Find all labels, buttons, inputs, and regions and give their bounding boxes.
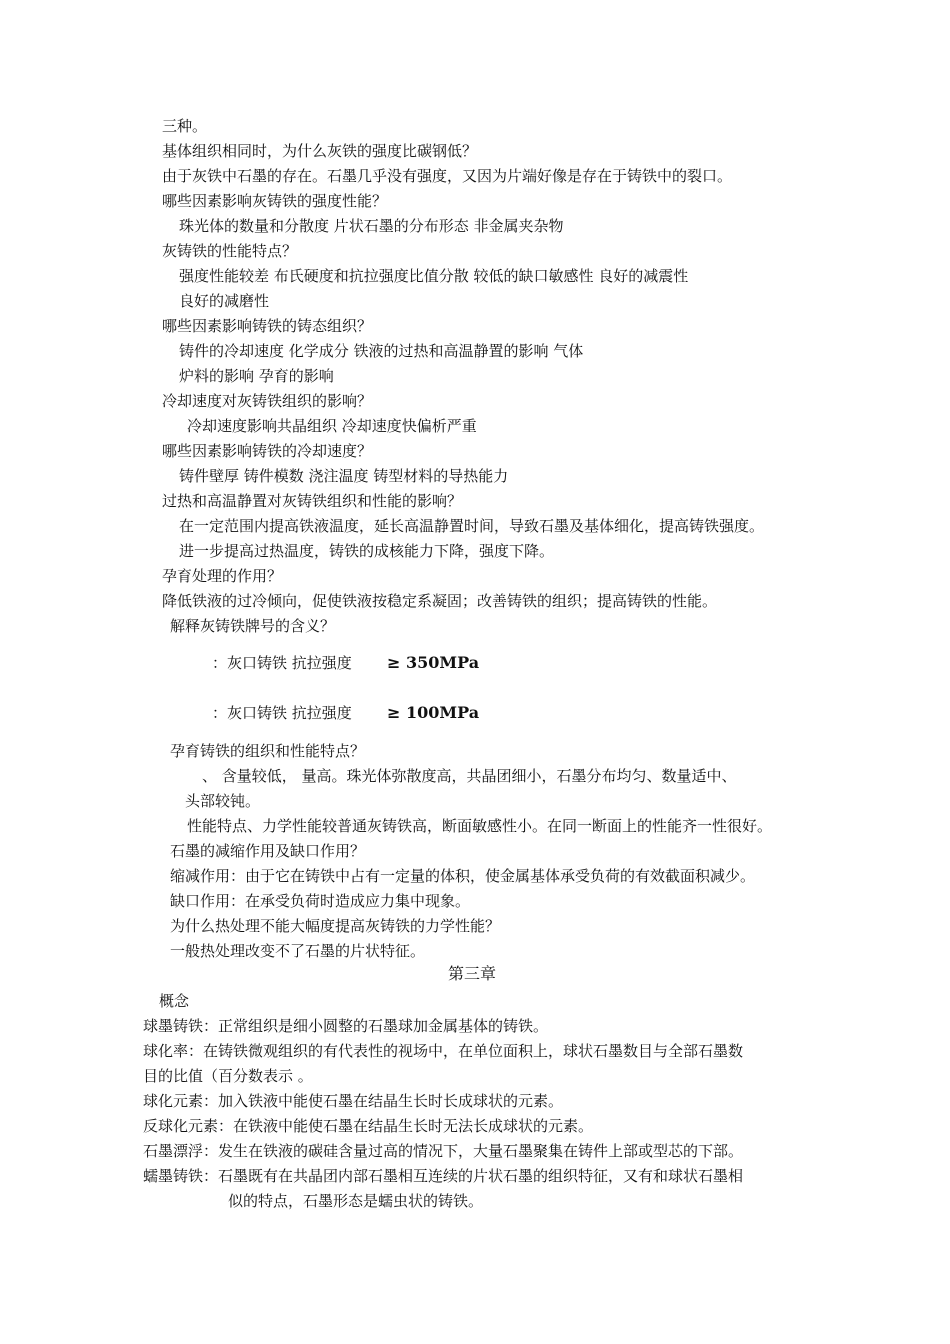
answer-line: 头部较钝。 (185, 792, 261, 810)
question-line: 灰铸铁的性能特点？ (162, 242, 298, 260)
definition-line: 似的特点，石墨形态是蠕虫状的铸铁。 (228, 1192, 484, 1210)
definition-line: 反球化元素：在铁液中能使石墨在结晶生长时无法长成球状的元素。 (143, 1117, 594, 1135)
question-line: 孕育铸铁的组织和性能特点？ (170, 742, 366, 760)
answer-line: 缩减作用：由于它在铸铁中占有一定量的体积，使金属基体承受负荷的有效截面积减少。 (170, 867, 756, 885)
definition-line: 球墨铸铁：正常组织是细小圆整的石墨球加金属基体的铸铁。 (143, 1017, 549, 1035)
question-line: 冷却速度对灰铸铁组织的影响？ (162, 392, 373, 410)
definition-line: 蠕墨铸铁：石墨既有在共晶团内部石墨相互连续的片状石墨的组织特征，又有和球状石墨相 (143, 1167, 744, 1185)
question-line: 哪些因素影响铸铁的冷却速度？ (162, 442, 373, 460)
answer-line: 一般热处理改变不了石墨的片状特征。 (170, 942, 426, 960)
answer-line: 性能特点、力学性能较普通灰铸铁高，断面敏感性小。在同一断面上的性能齐一性很好。 (187, 817, 773, 835)
answer-line: 降低铁液的过冷倾向，促使铁液按稳定系凝固；改善铸铁的组织；提高铸铁的性能。 (162, 592, 718, 610)
answer-line: 在一定范围内提高铁液温度，延长高温静置时间，导致石墨及基体细化，提高铸铁强度。 (179, 517, 765, 535)
question-line: 孕育处理的作用？ (162, 567, 283, 585)
answer-line: 铸件壁厚 铸件模数 浇注温度 铸型材料的导热能力 (179, 467, 509, 485)
grade-definition-line: ：灰口铸铁 抗拉强度 (212, 654, 352, 672)
chapter-heading: 第三章 (448, 964, 497, 983)
definition-line: 目的比值（百分数表示 。 (143, 1067, 313, 1085)
definition-line: 球化元素：加入铁液中能使石墨在结晶生长时长成球状的元素。 (143, 1092, 564, 1110)
answer-line: 铸件的冷却速度 化学成分 铁液的过热和高温静置的影响 气体 (179, 342, 584, 360)
question-line: 石墨的减缩作用及缺口作用？ (170, 842, 366, 860)
answer-line: 冷却速度影响共晶组织 冷却速度快偏析严重 (187, 417, 477, 435)
math-inequality: ≥ 350MPa (387, 653, 480, 672)
definition-line: 石墨漂浮：发生在铁液的碳硅含量过高的情况下，大量石墨聚集在铸件上部或型芯的下部。 (143, 1142, 744, 1160)
grade-definition-line: ：灰口铸铁 抗拉强度 (212, 704, 352, 722)
question-line: 基体组织相同时，为什么灰铁的强度比碳钢低？ (162, 142, 478, 160)
math-inequality: ≥ 100MPa (387, 703, 480, 722)
question-line: 为什么热处理不能大幅度提高灰铸铁的力学性能？ (170, 917, 501, 935)
answer-line: 进一步提高过热温度，铸铁的成核能力下降，强度下降。 (179, 542, 555, 560)
definition-line: 球化率：在铸铁微观组织的有代表性的视场中，在单位面积上，球状石墨数目与全部石墨数 (143, 1042, 744, 1060)
answer-line: 炉料的影响 孕育的影响 (179, 367, 334, 385)
section-heading: 概念 (159, 992, 190, 1010)
answer-line: 强度性能较差 布氏硬度和抗拉强度比值分散 较低的缺口敏感性 良好的减震性 (179, 267, 689, 285)
question-line: 哪些因素影响铸铁的铸态组织？ (162, 317, 373, 335)
question-line: 过热和高温静置对灰铸铁组织和性能的影响？ (162, 492, 463, 510)
answer-line: 、 含量较低， 量高。珠光体弥散度高，共晶团细小，石墨分布均匀、数量适中、 (202, 767, 737, 785)
question-line: 哪些因素影响灰铸铁的强度性能？ (162, 192, 388, 210)
answer-line: 珠光体的数量和分散度 片状石墨的分布形态 非金属夹杂物 (179, 217, 564, 235)
answer-line: 由于灰铁中石墨的存在。石墨几乎没有强度，又因为片端好像是存在于铸铁中的裂口。 (162, 167, 733, 185)
answer-line: 缺口作用：在承受负荷时造成应力集中现象。 (170, 892, 471, 910)
answer-line: 良好的减磨性 (179, 292, 270, 310)
text-line: 三种。 (162, 117, 208, 135)
question-line: 解释灰铸铁牌号的含义？ (170, 617, 336, 635)
